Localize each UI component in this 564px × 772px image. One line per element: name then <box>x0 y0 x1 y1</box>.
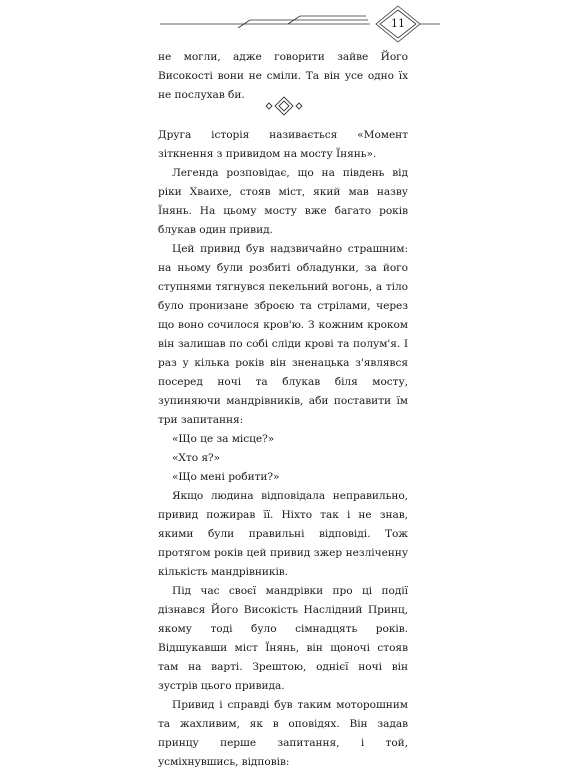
quote-3: «Що мені робити?» <box>172 471 280 483</box>
paragraph-1: Друга історія називається «Момент зіткнення з привидом на мосту Їнянь». <box>158 129 408 160</box>
paragraph-5: Під час своєї мандрівки про ці події дізнався Його Високість Наслідний Принц, якому тоді було сімнадцять років. Відшукавши міст Їнянь, він щоночі стояв там на варті. Зрештою, однієї ночі він зустрів цього привида. <box>158 585 408 692</box>
paragraph-2: Легенда розповідає, що на південь від ріки Хваихе, стояв міст, який мав назву Їнянь. На цьому мосту вже багато років блукав один привид. <box>158 167 408 236</box>
page-number: 11 <box>391 17 405 30</box>
quote-1: «Що це за місце?» <box>172 433 275 445</box>
paragraph-3: Цей привид був надзвичайно страшним: на ньому були розбиті обладунки, за його ступнями тягнувся пекельний вогонь, а тіло було пронизане зброєю та стрілами, через що воно сочилося кров'ю. З кожним кроком він залишав по собі сліди крові та полум'я. І раз у кілька років він зненацька з'являвся посеред ночі та блукав біля мосту, зупиняючи мандрівників, аби поставити їм три запитання: <box>158 243 408 426</box>
header-ornament <box>0 0 564 50</box>
text-block-main <box>158 126 408 772</box>
quote-2: «Хто я?» <box>172 452 221 464</box>
paragraph-6: Привид і справді був таким моторошним та жахливим, як в оповідях. Він задав принцу перше запитання, і той, усміхнувшись, відповів: <box>158 699 408 768</box>
paragraph-4: Якщо людина відповідала неправильно, привид пожирав її. Ніхто так і не знав, якими були правильні відповіді. Тож протягом років цей привид зжер незліченну кількість мандрівників. <box>158 490 408 578</box>
paragraph-0: не могли, адже говорити зайве Його Високості вони не сміли. Та він усе одно їх не послухав би. <box>158 51 408 101</box>
section-separator-ornament <box>262 95 306 117</box>
